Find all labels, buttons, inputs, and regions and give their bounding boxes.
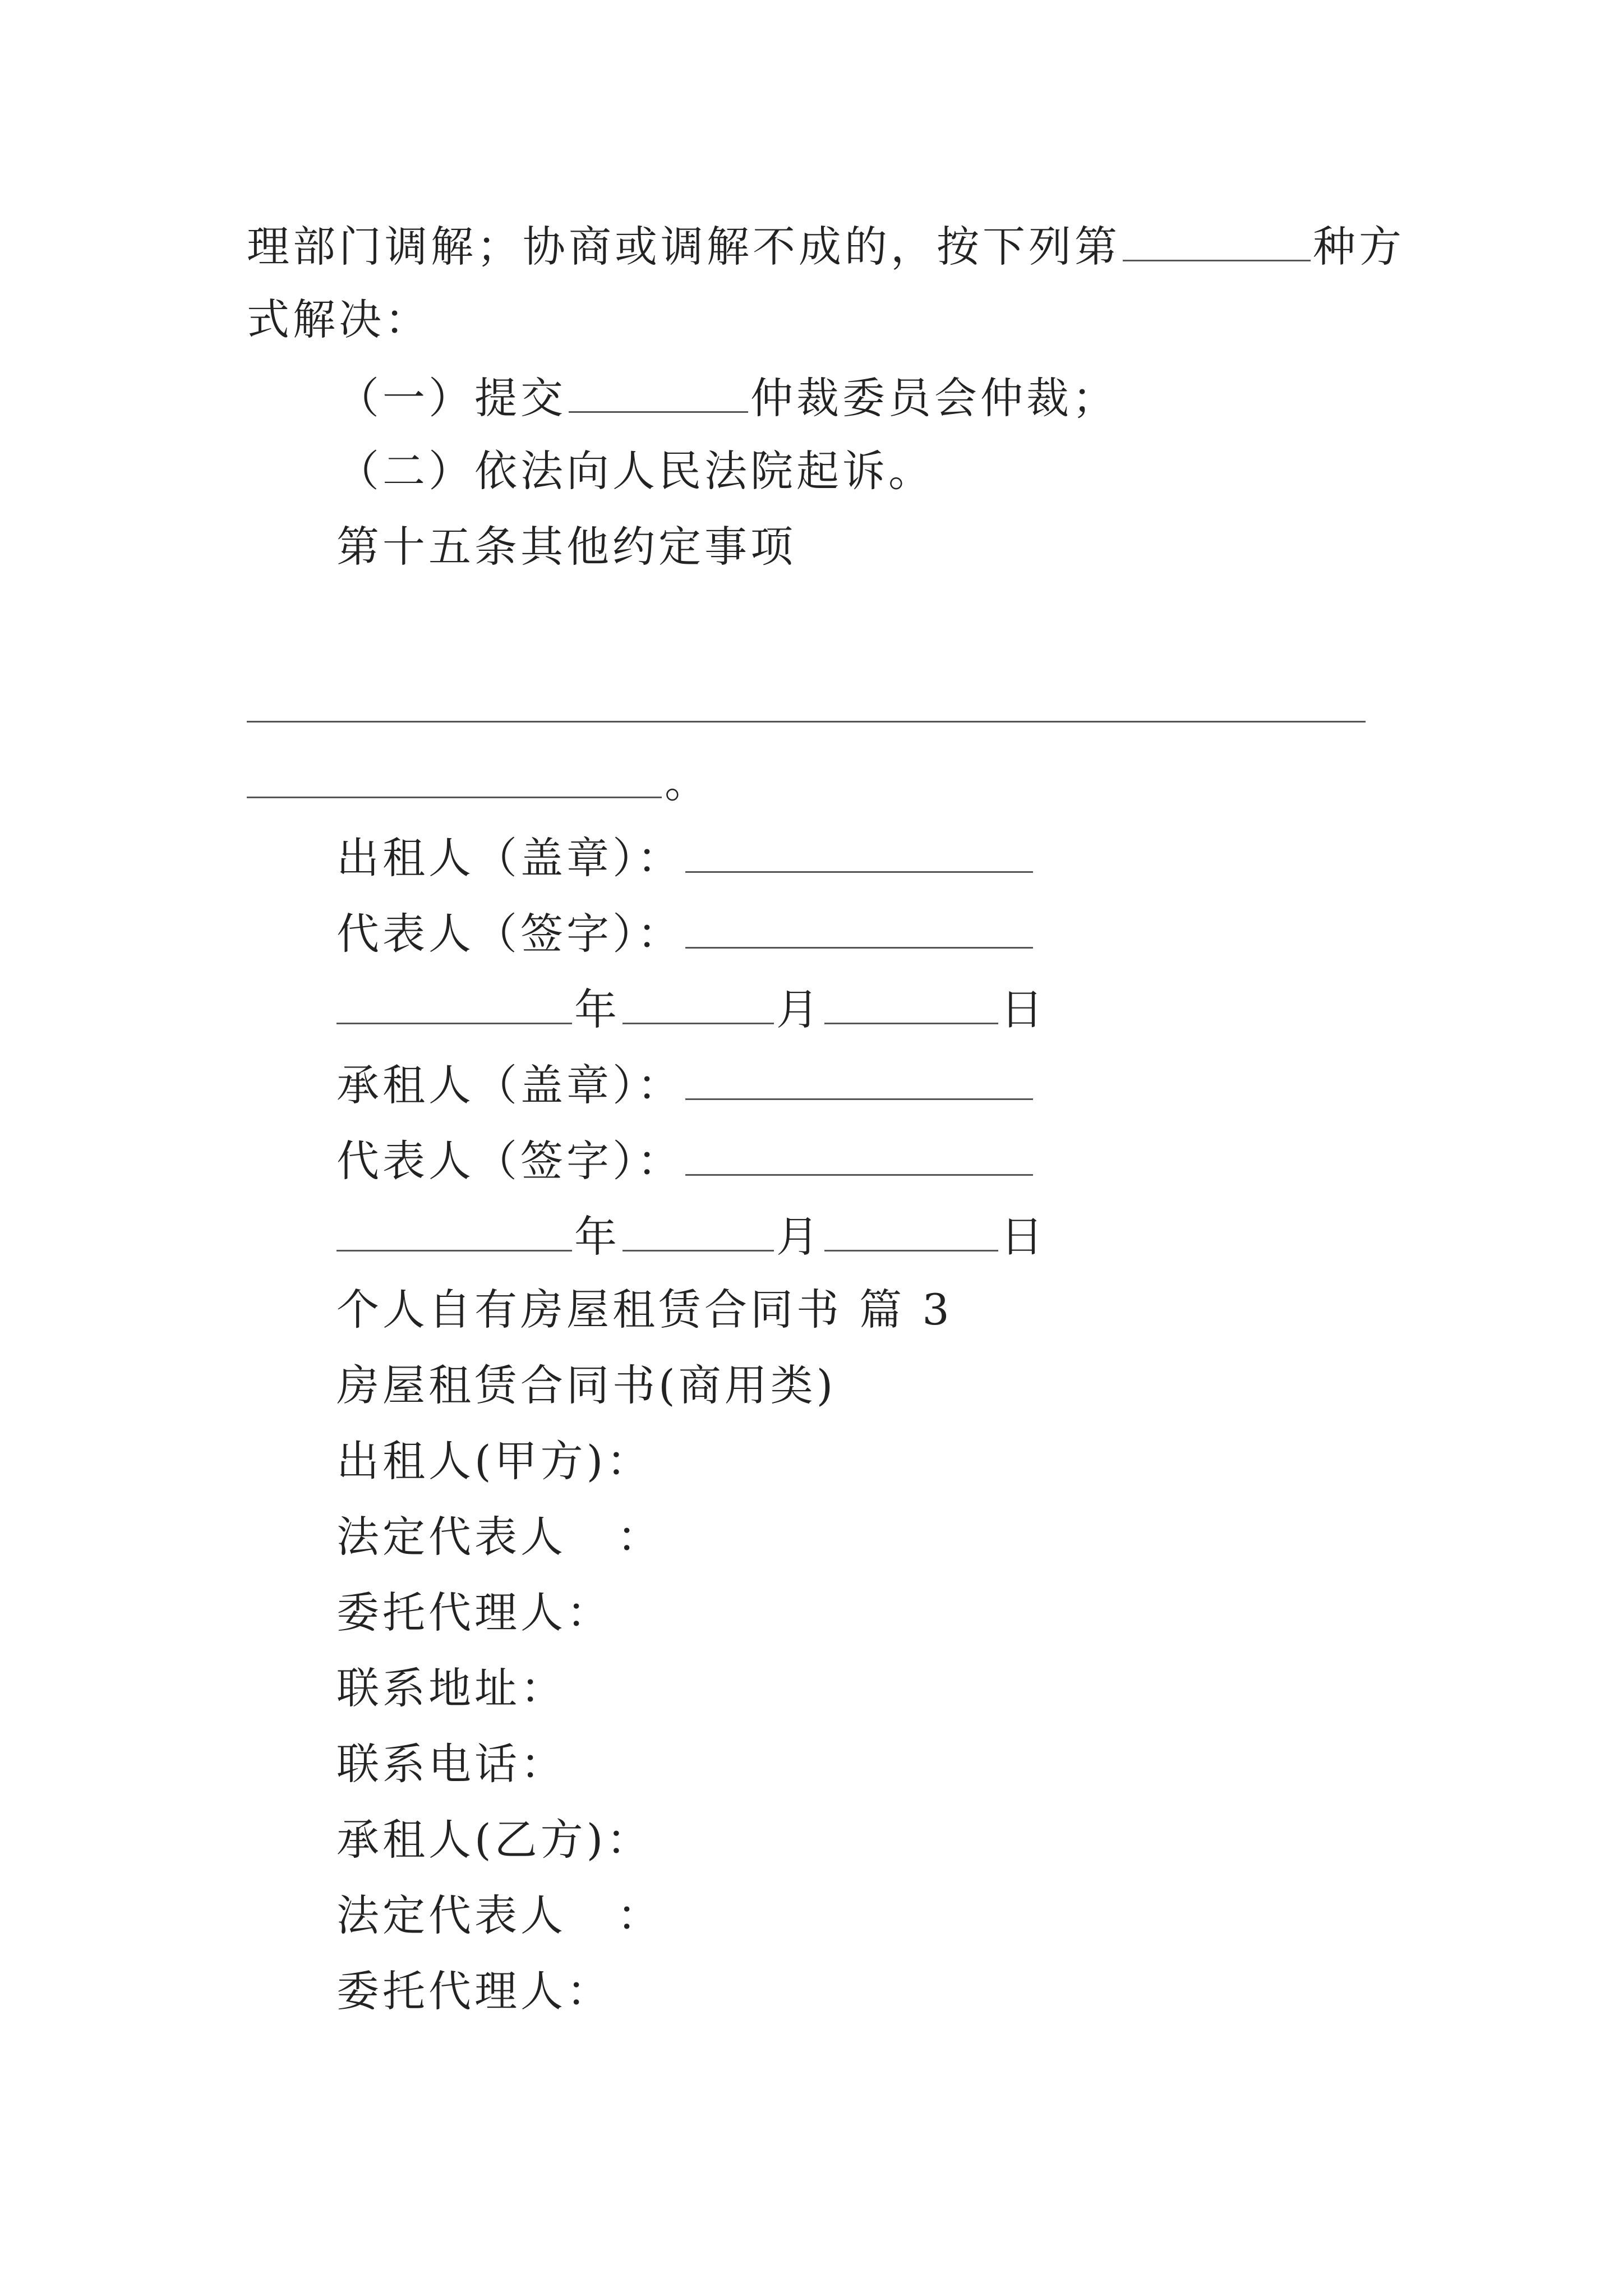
lessor-rep-label: 代表人（签字）： — [336, 909, 683, 959]
lessor-rep-blank — [685, 903, 1033, 949]
method-number-blank — [1123, 216, 1311, 261]
lessee-date-line — [336, 1206, 1046, 1265]
legal-rep-a-label: 法定代表人 — [336, 1512, 566, 1562]
lessee-rep-blank — [685, 1130, 1033, 1176]
lessee-day-blank — [824, 1206, 998, 1251]
lessor-seal-blank — [685, 827, 1033, 873]
option-arbitration-text-end: 仲裁委员会仲裁； — [750, 373, 1118, 423]
day-label: 日 — [1000, 984, 1046, 1034]
party-a-label: 出租人(甲方)： — [336, 1436, 653, 1486]
lessor-seal-label: 出租人（盖章）： — [336, 833, 683, 883]
lessee-seal-line — [336, 1055, 1035, 1114]
year-label: 年 — [574, 984, 620, 1034]
dispute-clause-line-1 — [247, 216, 1405, 275]
legal-rep-a-line — [336, 1509, 663, 1565]
dispute-clause-line-2: 式解决： — [247, 295, 431, 344]
lessor-year-blank — [336, 979, 572, 1024]
section-title: 个人自有房屋租赁合同书 篇 3 — [336, 1285, 953, 1335]
rule-end-mark: 。 — [665, 757, 711, 807]
legal-rep-b-line — [336, 1888, 663, 1944]
phone-a-label: 联系电话： — [336, 1739, 566, 1789]
lessee-year-blank — [336, 1206, 572, 1251]
address-a-label: 联系地址： — [336, 1663, 566, 1713]
lessor-month-blank — [623, 979, 774, 1024]
legal-rep-b-colon: ： — [617, 1890, 663, 1940]
lessor-date-line — [336, 979, 1046, 1038]
year-label: 年 — [574, 1212, 620, 1262]
option-lawsuit: （二）依法向人民法院起诉。 — [336, 446, 934, 496]
contract-title: 房屋租赁合同书(商用类) — [336, 1360, 837, 1410]
agent-b-label: 委托代理人： — [336, 1966, 612, 2016]
day-label: 日 — [1000, 1212, 1046, 1262]
article-15-heading: 第十五条其他约定事项 — [336, 522, 796, 572]
lessee-seal-label: 承租人（盖章）： — [336, 1060, 683, 1110]
lessee-rep-label: 代表人（签字）： — [336, 1136, 683, 1186]
other-matters-rule-1 — [247, 721, 1366, 723]
legal-rep-a-colon: ： — [617, 1512, 663, 1562]
month-label: 月 — [776, 1212, 822, 1262]
lessor-rep-line — [336, 903, 1035, 962]
lessee-month-blank — [623, 1206, 774, 1251]
other-matters-rule-2 — [247, 797, 662, 798]
lessor-day-blank — [824, 979, 998, 1024]
dispute-clause-text-end: 种方 — [1313, 222, 1405, 272]
option-arbitration — [336, 367, 1118, 426]
party-b-label: 承租人(乙方)： — [336, 1815, 653, 1865]
dispute-clause-text: 理部门调解；协商或调解不成的，按下列第 — [247, 222, 1121, 272]
option-arbitration-text: （一）提交 — [336, 373, 566, 423]
month-label: 月 — [776, 984, 822, 1034]
legal-rep-b-label: 法定代表人 — [336, 1890, 566, 1940]
arbitration-committee-blank — [569, 367, 748, 413]
agent-a-label: 委托代理人： — [336, 1588, 612, 1637]
lessor-seal-line — [336, 827, 1035, 886]
lessee-seal-blank — [685, 1055, 1033, 1100]
lessee-rep-line — [336, 1130, 1035, 1189]
